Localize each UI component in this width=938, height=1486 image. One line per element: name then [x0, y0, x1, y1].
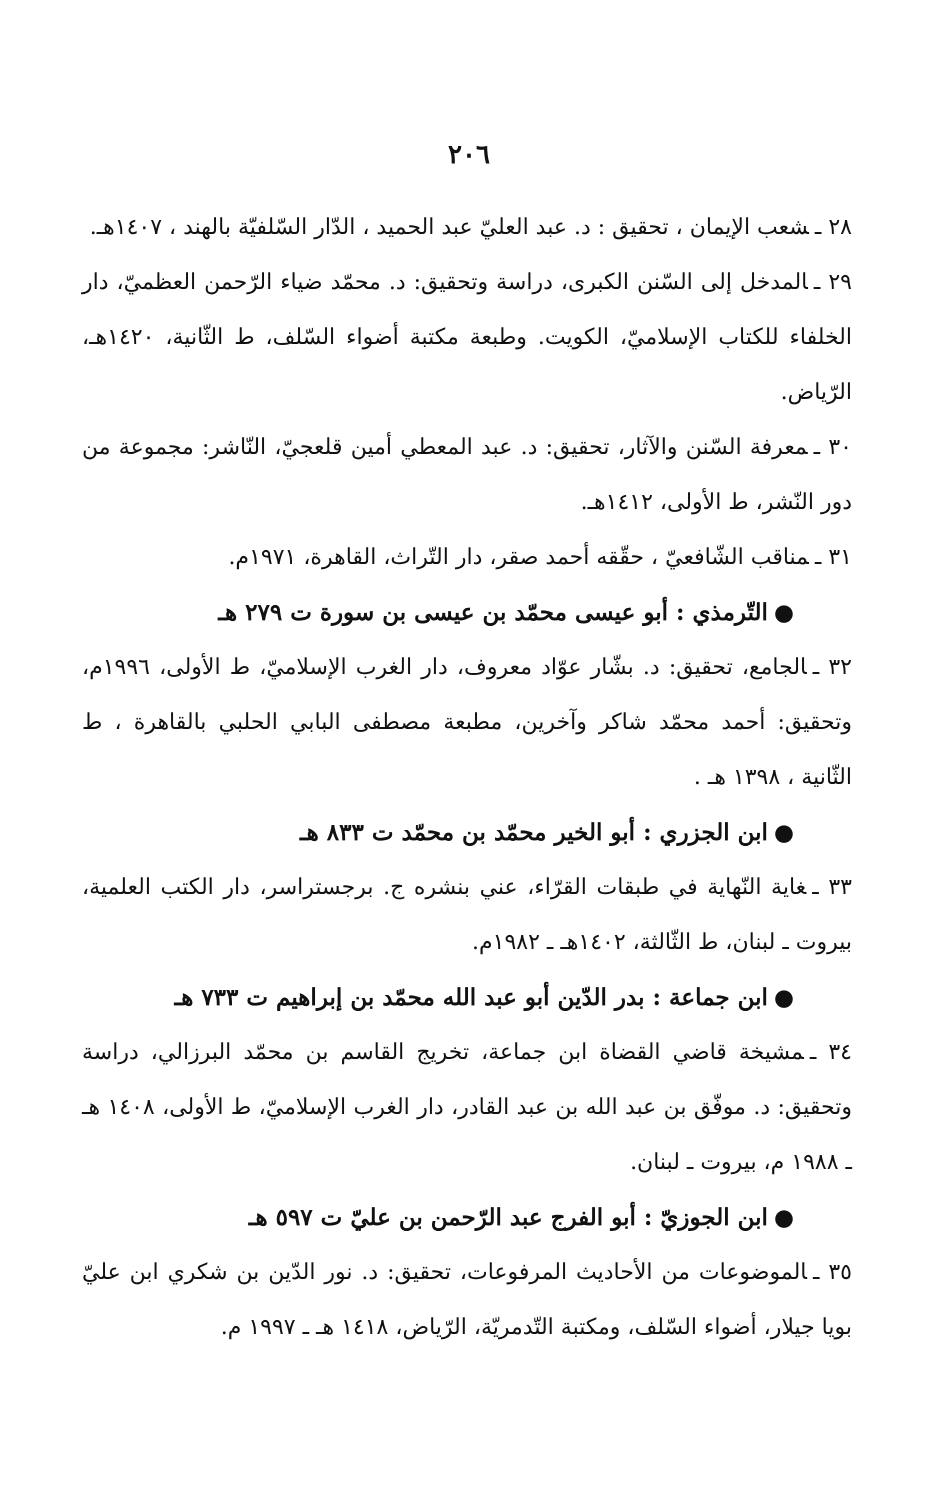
entry-number: ٣٠ ـ [813, 435, 852, 460]
entry-number: ٢٨ ـ [814, 215, 852, 240]
bibliography-entry-29 [82, 255, 852, 420]
bibliography-entry-28 [82, 200, 852, 255]
entry-text: غاية النّهاية في طبقات القرّاء، عني بنشره ج. برجستراسر، دار الكتب العلمية، بيروت ـ لبنان، ط الثّالثة، ١٤٠٢هـ ـ ١٩٨٢م. [82, 875, 852, 955]
entry-text: الموضوعات من الأحاديث المرفوعات، تحقيق: د. نور الدّين بن شكري ابن عليّ بويا جيلار، أضواء السّلف، ومكتبة التّدمريّة، الرّياض، ١٤١٨ هـ ـ ١٩٩٧ م. [82, 1260, 852, 1340]
bibliography-entry-31 [82, 530, 852, 585]
page-number: ٢٠٦ [448, 140, 490, 170]
bibliography-entry-30 [82, 420, 852, 530]
bibliography-list [82, 200, 852, 1355]
author-heading-ibn-al-jawzi [82, 1190, 852, 1245]
bibliography-entry-32 [82, 640, 852, 805]
author-heading-text: ابن جماعة : بدر الدّين أبو عبد الله محمّد بن إبراهيم ت ٧٣٣ هـ [174, 984, 768, 1011]
bibliography-entry-34 [82, 1025, 852, 1190]
entry-number: ٣٤ ـ [809, 1040, 852, 1065]
author-heading-tirmidhi [82, 585, 852, 640]
bullet-icon: ● [773, 1204, 794, 1231]
bullet-icon: ● [773, 984, 794, 1011]
entry-number: ٣٥ ـ [812, 1260, 852, 1285]
entry-text: المدخل إلى السّنن الكبرى، دراسة وتحقيق: د. محمّد ضياء الرّحمن العظميّ، دار الخلفاء للكتاب الإسلاميّ، الكويت. وطبعة مكتبة أضواء السّلف، ط الثّانية، ١٤٢٠هـ، الرّياض. [82, 270, 852, 405]
bibliography-entry-35 [82, 1245, 852, 1355]
author-heading-ibn-al-jazari [82, 805, 852, 860]
entry-text: معرفة السّنن والآثار، تحقيق: د. عبد المعطي أمين قلعجيّ، النّاشر: مجموعة من دور النّشر، ط الأولى، ١٤١٢هـ. [82, 435, 852, 515]
entry-text: مشيخة قاضي القضاة ابن جماعة، تخريج القاسم بن محمّد البرزالي، دراسة وتحقيق: د. موفّق بن عبد الله بن عبد القادر، دار الغرب الإسلاميّ، ط الأولى، ١٤٠٨ هـ ـ ١٩٨٨ م، بيروت ـ لبنان. [82, 1040, 852, 1175]
bibliography-entry-33 [82, 860, 852, 970]
entry-number: ٣٢ ـ [812, 655, 852, 680]
entry-text: شعب الإيمان ، تحقيق : د. عبد العليّ عبد الحميد ، الدّار السّلفيّة بالهند ، ١٤٠٧هـ. [89, 215, 809, 240]
entry-text: مناقب الشّافعيّ ، حقّقه أحمد صقر، دار التّراث، القاهرة، ١٩٧١م. [228, 545, 809, 570]
author-heading-text: ابن الجزري : أبو الخير محمّد بن محمّد ت ٨٣٣ هـ [299, 819, 768, 846]
entry-number: ٢٩ ـ [813, 270, 852, 295]
bullet-icon: ● [773, 819, 794, 846]
entry-number: ٣١ ـ [814, 545, 852, 570]
bullet-icon: ● [773, 599, 794, 626]
author-heading-ibn-jamaah [82, 970, 852, 1025]
author-heading-text: التّرمذي : أبو عيسى محمّد بن عيسى بن سورة ت ٢٧٩ هـ [218, 599, 768, 626]
entry-number: ٣٣ ـ [812, 875, 852, 900]
entry-text: الجامع، تحقيق: د. بشّار عوّاد معروف، دار الغرب الإسلاميّ، ط الأولى، ١٩٩٦م، وتحقيق: أحمد محمّد شاكر وآخرين، مطبعة مصطفى البابي الحلبي بالقاهرة ، ط الثّانية ، ١٣٩٨ هـ . [82, 655, 852, 790]
author-heading-text: ابن الجوزيّ : أبو الفرج عبد الرّحمن بن عليّ ت ٥٩٧ هـ [248, 1204, 768, 1231]
